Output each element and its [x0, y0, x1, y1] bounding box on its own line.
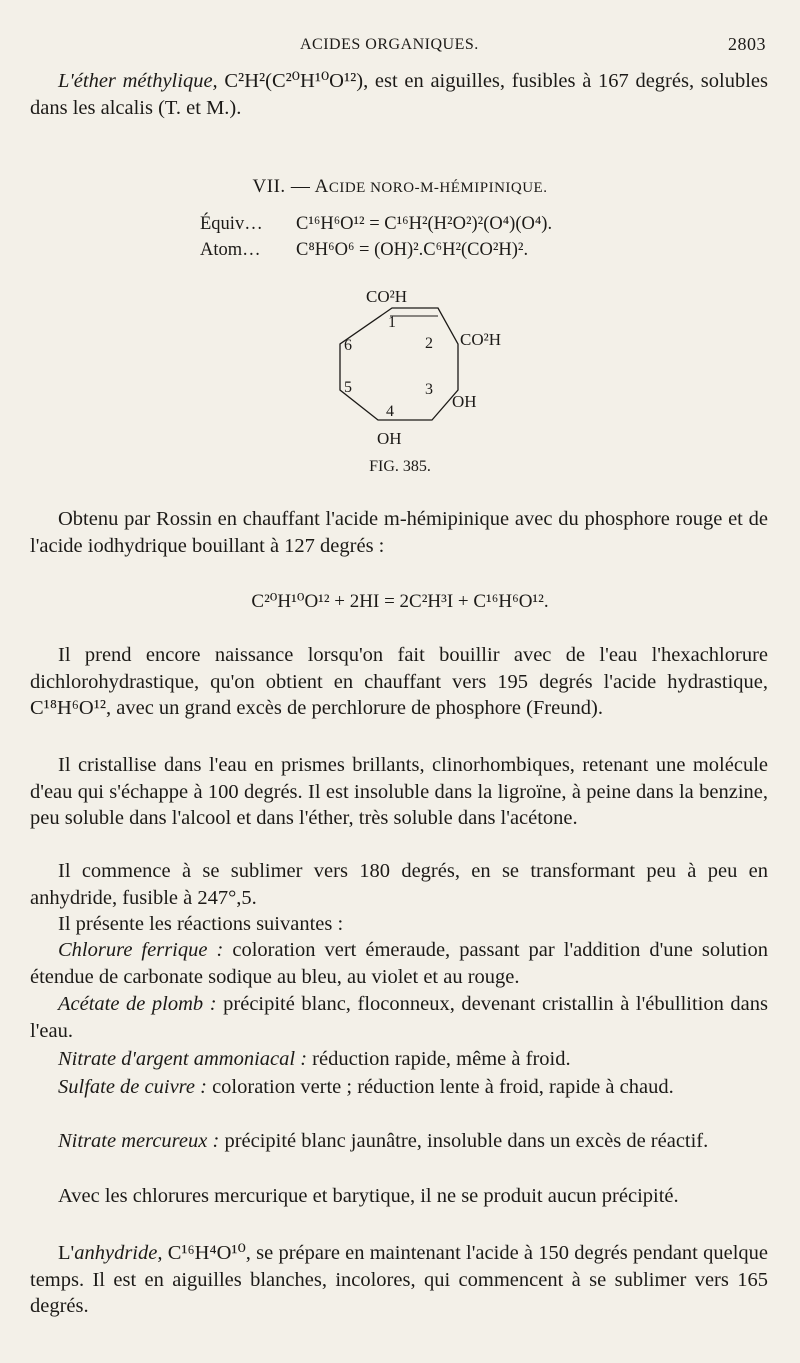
equiv-formula: C¹⁶H⁶O¹² = C¹⁶H²(H²O²)²(O⁴)(O⁴).: [296, 214, 553, 234]
reaction-description: précipité blanc, floconneux, devenant cristallin à l'ébullition dans l'eau.: [30, 993, 769, 1042]
reagent-name: Nitrate mercureux :: [58, 1130, 220, 1152]
section-numeral: VII. — A: [252, 176, 329, 197]
reaction-description: précipité blanc jaunâtre, insoluble dans un excès de réactif.: [219, 1130, 709, 1152]
formula-ether: C²H²(C²⁰H¹⁰O¹²),: [224, 70, 369, 92]
paragraph-cristallisation: Il cristallise dans l'eau en prismes brillants, clinorhombiques, retenant une molécule d'eau qui s'échappe à 100 degrés. Il est insoluble dans la ligroïne, à peine dans la benzine, peu soluble dans l'alcool et dans l'éther, très soluble dans l'acétone.: [30, 754, 768, 829]
ring-number-1: 1: [388, 314, 396, 331]
label-oh-right: OH: [452, 392, 477, 411]
section-title: [0, 176, 800, 198]
ring-number-6: 6: [344, 337, 352, 354]
term-anhydride: anhydride,: [74, 1242, 163, 1264]
paragraph-reactions-intro: Il présente les réactions suivantes :: [58, 913, 344, 935]
ring-number-5: 5: [344, 379, 352, 396]
reaction-equation: C²⁰H¹⁰O¹² + 2HI = 2C²H³I + C¹⁶H⁶O¹².: [251, 591, 549, 612]
page-number: 2803: [728, 34, 766, 54]
paragraph-ether-methylique: [30, 68, 768, 121]
reagent-name: Sulfate de cuivre :: [58, 1076, 207, 1098]
equiv-label: Équiv…: [200, 214, 263, 234]
reagent-name: Chlorure ferrique :: [58, 939, 224, 961]
reaction-description: coloration vert émeraude, passant par l'addition d'une solution étendue de carbonate sodique au bleu, au violet et au rouge.: [30, 939, 768, 988]
reaction-chlorure-ferrique: [30, 937, 768, 990]
label-co2h-top: CO²H: [366, 287, 407, 306]
reaction-description: réduction rapide, même à froid.: [307, 1048, 571, 1070]
running-header: [0, 32, 800, 58]
reagent-name: Acétate de plomb :: [58, 993, 217, 1015]
paragraph-chlorures: Avec les chlorures mercurique et barytique, il ne se produit aucun précipité.: [58, 1185, 679, 1207]
anhydride-prefix: L': [58, 1242, 75, 1264]
ether-description: est en aiguilles, fusibles à 167 degrés, solubles dans les alcalis (T. et M.).: [30, 70, 768, 119]
reaction-description: coloration verte ; réduction lente à froid, rapide à chaud.: [206, 1076, 674, 1098]
paragraph-sublimation: Il commence à se sublimer vers 180 degrés, en se transformant peu à peu en anhydride, fusible à 247°,5.: [30, 860, 768, 909]
label-oh-bottom: OH: [377, 429, 402, 448]
ring-number-3: 3: [425, 381, 433, 398]
ring-number-2: 2: [425, 335, 433, 352]
reaction-acetate-plomb: [30, 991, 768, 1044]
atom-formula: C⁸H⁶O⁶ = (OH)².C⁶H²(CO²H)².: [296, 240, 529, 260]
anhydride-description: se prépare en maintenant l'acide à 150 degrés pendant quelque temps. Il est en aiguilles blanches, incolores, qui commencent à se sublimer vers 165 degrés.: [30, 1242, 768, 1317]
reaction-nitrate-argent: [30, 1046, 768, 1073]
reagent-name: Nitrate d'argent ammoniacal :: [58, 1048, 308, 1070]
paragraph-anhydride: [30, 1240, 768, 1320]
ring-outline: [340, 308, 458, 420]
reaction-sulfate-cuivre: [30, 1074, 768, 1101]
label-co2h-right: CO²H: [460, 330, 501, 349]
atom-label: Atom…: [200, 240, 261, 260]
reaction-nitrate-mercureux: [30, 1128, 768, 1155]
running-title: ACIDES ORGANIQUES.: [300, 36, 479, 53]
figure-caption: FIG. 385.: [369, 458, 431, 475]
ring-number-4: 4: [386, 403, 394, 420]
structure-diagram: [320, 282, 520, 452]
term-ether-methylique: L'éther méthylique,: [58, 70, 218, 92]
formula-anhydride: C¹⁶H⁴O¹⁰,: [162, 1242, 251, 1264]
paragraph-obtenu: Obtenu par Rossin en chauffant l'acide m-hémipinique avec du phosphore rouge et de l'acide iodhydrique bouillant à 127 degrés :: [30, 508, 768, 557]
paragraph-naissance: Il prend encore naissance lorsqu'on fait bouillir avec de l'eau l'hexachlorure dichlorohydrastique, qu'on obtient en chauffant vers 195 degrés l'acide hydrastique, C¹⁸H⁶O¹², avec un grand excès de perchlorure de phosphore (Freund).: [30, 644, 768, 719]
section-name: CIDE NORO-M-HÉMIPINIQUE.: [328, 180, 548, 196]
